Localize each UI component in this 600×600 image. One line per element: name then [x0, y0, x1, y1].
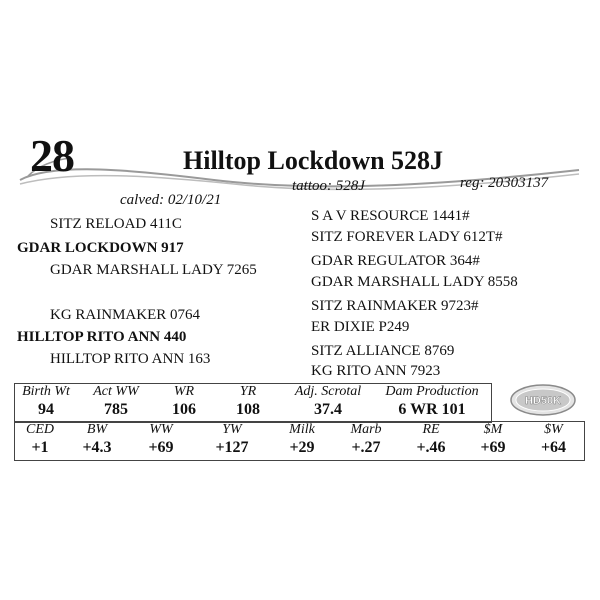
epd-header: BW	[86, 422, 108, 437]
sire-sire-sire: S A V RESOURCE 1441#	[311, 208, 470, 224]
perf-value: 106	[172, 401, 196, 418]
performance-table	[14, 383, 492, 423]
logo-text: HD50K	[524, 395, 562, 407]
epd-value: +.27	[351, 439, 381, 456]
epd-value: +127	[215, 439, 249, 456]
epd-value: +64	[540, 439, 567, 456]
sire-dam-dam: GDAR MARSHALL LADY 8558	[311, 274, 518, 290]
perf-value: 37.4	[314, 401, 342, 418]
perf-header: Dam Production	[385, 384, 479, 399]
sire: GDAR LOCKDOWN 917	[17, 240, 184, 256]
dam: HILLTOP RITO ANN 440	[17, 329, 187, 345]
epd-header: WW	[149, 422, 173, 437]
performance-value-row	[15, 400, 491, 420]
registration-number: reg: 20303137	[460, 175, 549, 191]
epd-value: +4.3	[82, 439, 112, 456]
perf-header: Birth Wt	[22, 384, 70, 399]
epd-header: RE	[422, 422, 440, 437]
epd-value: +69	[148, 439, 174, 456]
perf-value: 108	[236, 401, 260, 418]
epd-value: +.46	[416, 439, 446, 456]
epd-value-row	[15, 438, 584, 458]
epd-value: +1	[31, 439, 49, 456]
dam-sire: KG RAINMAKER 0764	[50, 307, 200, 323]
dam-sire-sire: SITZ RAINMAKER 9723#	[311, 298, 479, 314]
dam-sire-dam: ER DIXIE P249	[311, 319, 410, 335]
epd-header-row	[15, 422, 584, 438]
perf-header: Act WW	[93, 384, 139, 399]
tattoo: tattoo: 528J	[292, 178, 365, 194]
perf-value: 785	[104, 401, 128, 418]
sire-sire: SITZ RELOAD 411C	[50, 216, 182, 232]
perf-header: Adj. Scrotal	[294, 384, 362, 399]
perf-header: YR	[239, 384, 257, 399]
sire-dam-sire: GDAR REGULATOR 364#	[311, 253, 480, 269]
epd-header: Marb	[350, 422, 382, 437]
animal-name: Hilltop Lockdown 528J	[183, 146, 444, 175]
epd-value: +69	[480, 439, 506, 456]
epd-table	[14, 421, 585, 461]
epd-header: $M	[483, 422, 503, 437]
epd-value: +29	[289, 439, 315, 456]
epd-header: YW	[222, 422, 242, 437]
calved-date: calved: 02/10/21	[120, 192, 222, 208]
perf-value: 6 WR 101	[398, 401, 466, 418]
sire-dam: GDAR MARSHALL LADY 7265	[50, 262, 257, 278]
epd-header: CED	[26, 422, 54, 437]
sire-sire-dam: SITZ FOREVER LADY 612T#	[311, 229, 503, 245]
epd-header: $W	[544, 422, 563, 437]
dam-dam-sire: SITZ ALLIANCE 8769	[311, 343, 455, 359]
dam-dam: HILLTOP RITO ANN 163	[50, 351, 211, 367]
dam-dam-dam: KG RITO ANN 7923	[311, 363, 441, 379]
epd-header: Milk	[289, 422, 315, 437]
perf-header: WR	[173, 384, 195, 399]
lot-number: 28	[30, 130, 74, 181]
perf-value: 94	[38, 401, 54, 418]
performance-header-row	[15, 384, 491, 400]
hd50k-logo	[509, 382, 577, 418]
